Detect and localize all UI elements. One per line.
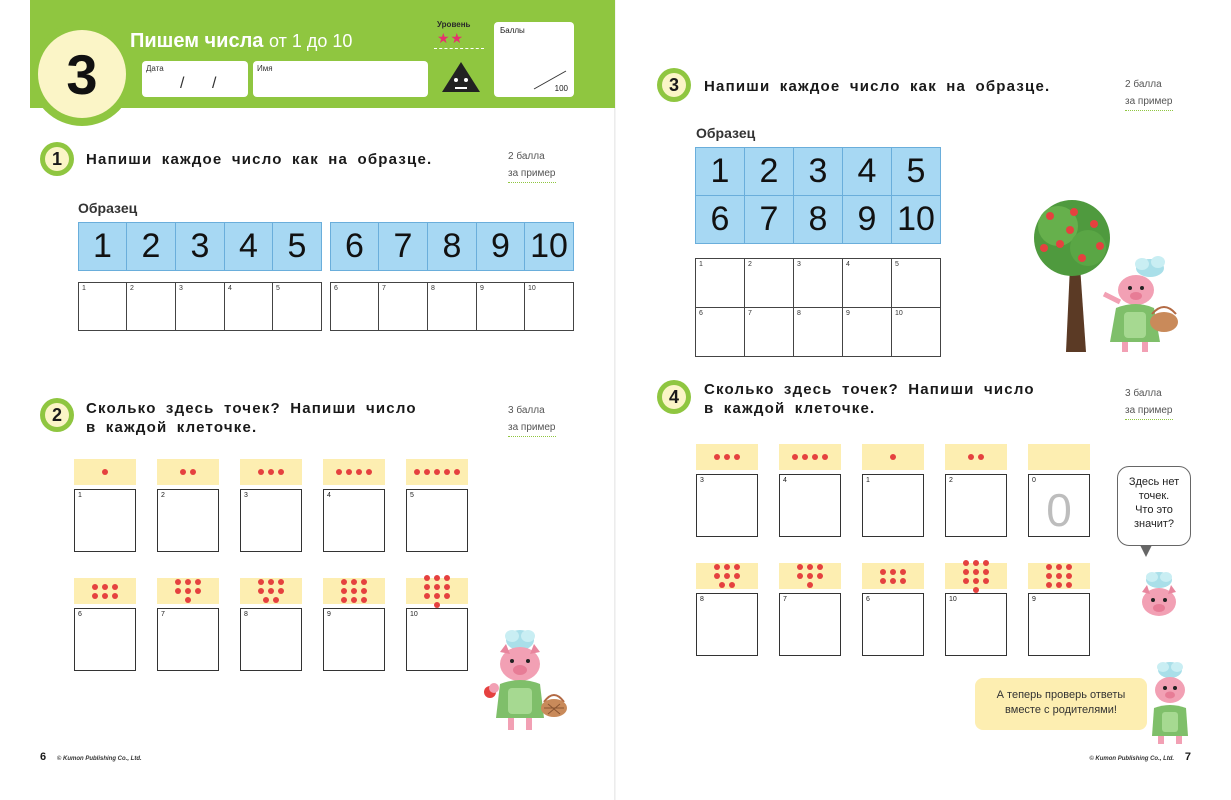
answer-box[interactable]: 7	[379, 283, 428, 330]
dot-count-cell	[779, 563, 841, 656]
red-dot	[1046, 573, 1052, 579]
red-dot	[802, 454, 808, 460]
dot-group	[862, 444, 924, 470]
dot-group	[406, 578, 468, 604]
red-dot	[351, 597, 357, 603]
red-dot	[444, 593, 450, 599]
answer-box[interactable]: 10	[525, 283, 573, 330]
red-dot	[724, 454, 730, 460]
red-dot	[983, 578, 989, 584]
left-page-number: 6	[40, 751, 47, 763]
dot-count-cell	[240, 578, 302, 671]
red-dot	[797, 564, 803, 570]
task-1-sample-1-5	[78, 222, 322, 271]
lesson-title	[130, 30, 352, 53]
answer-box[interactable]	[74, 608, 136, 671]
red-dot	[807, 573, 813, 579]
task-3-badge: 3	[657, 68, 691, 102]
red-dot	[180, 469, 186, 475]
red-dot	[195, 579, 201, 585]
red-dot	[361, 588, 367, 594]
red-dot	[351, 588, 357, 594]
task-1-sample-label: Образец	[78, 200, 138, 216]
task-1-instruction: Напиши каждое число как на образце.	[86, 151, 433, 168]
hint-speech-bubble: Здесь нет точек. Что это значит?	[1117, 466, 1191, 546]
red-dot	[983, 560, 989, 566]
answer-box[interactable]	[240, 489, 302, 552]
dot-count-cell	[1028, 563, 1090, 656]
red-dot	[268, 588, 274, 594]
red-dot	[1066, 564, 1072, 570]
red-dot	[807, 564, 813, 570]
answer-box[interactable]: 3	[176, 283, 225, 330]
red-dot	[434, 602, 440, 608]
red-dot	[278, 469, 284, 475]
dot-group	[157, 578, 219, 604]
answer-box[interactable]: 5	[273, 283, 321, 330]
red-dot	[1046, 582, 1052, 588]
red-dot	[424, 584, 430, 590]
date-label: Дата	[146, 64, 164, 73]
dot-count-cell	[157, 578, 219, 671]
right-copyright: © Kumon Publishing Co., Ltd.	[1089, 756, 1175, 762]
red-dot	[880, 569, 886, 575]
red-dot	[258, 588, 264, 594]
dot-group	[74, 578, 136, 604]
red-dot	[258, 579, 264, 585]
red-dot	[1046, 564, 1052, 570]
dot-count-cell	[157, 459, 219, 552]
answer-hint: 7	[783, 596, 787, 603]
sample-digit: 2	[127, 223, 176, 270]
speech-bubble-tail	[1140, 545, 1152, 557]
page-gutter	[614, 0, 616, 800]
answer-hint: 6	[78, 611, 82, 618]
sample-digit: 6	[696, 196, 745, 243]
red-dot	[190, 469, 196, 475]
dot-count-cell	[323, 459, 385, 552]
dot-count-cell	[406, 578, 468, 671]
dot-group	[696, 563, 758, 589]
dot-group	[945, 444, 1007, 470]
answer-hint: 4	[783, 477, 787, 484]
red-dot	[714, 454, 720, 460]
task-2-instruction: Сколько здесь точек? Напиши число в каждой клеточке.	[86, 400, 417, 436]
red-dot	[361, 579, 367, 585]
answer-box[interactable]	[945, 474, 1007, 537]
answer-hint: 1	[78, 492, 82, 499]
sample-digit: 1	[696, 148, 745, 196]
answer-box[interactable]: 8	[428, 283, 477, 330]
dot-count-cell	[1028, 444, 1090, 537]
answer-box[interactable]: 6	[331, 283, 379, 330]
date-field[interactable]	[142, 61, 248, 97]
dot-group	[406, 459, 468, 485]
answer-box[interactable]	[157, 608, 219, 671]
red-dot	[258, 469, 264, 475]
answer-box[interactable]	[696, 593, 758, 656]
sample-digit: 10	[897, 200, 935, 238]
answer-box[interactable]	[1028, 593, 1090, 656]
dot-count-cell	[74, 459, 136, 552]
red-dot	[112, 593, 118, 599]
answer-hint: 3	[244, 492, 248, 499]
red-dot	[434, 575, 440, 581]
answer-hint: 2	[949, 477, 953, 484]
sample-digit: 7	[745, 196, 794, 243]
sample-digit: 9	[843, 196, 892, 243]
red-dot	[900, 578, 906, 584]
answer-box[interactable]: 7	[745, 308, 794, 356]
answer-hint: 10	[410, 611, 418, 618]
answer-hint: 7	[161, 611, 165, 618]
red-dot	[424, 593, 430, 599]
answer-box[interactable]: 8	[794, 308, 843, 356]
score-label: Баллы	[500, 26, 525, 35]
red-dot	[185, 579, 191, 585]
dot-count-cell	[696, 444, 758, 537]
red-dot	[278, 579, 284, 585]
task-3-sample-grid	[695, 147, 941, 244]
answer-box[interactable]	[323, 608, 385, 671]
red-dot	[890, 578, 896, 584]
dot-group	[323, 459, 385, 485]
dot-group	[240, 459, 302, 485]
task-2-points: 3 балла за пример	[508, 402, 556, 437]
red-dot	[807, 582, 813, 588]
red-dot	[195, 588, 201, 594]
dot-group	[157, 459, 219, 485]
red-dot	[263, 597, 269, 603]
answer-box[interactable]: 2	[745, 259, 794, 308]
red-dot	[792, 454, 798, 460]
red-dot	[817, 564, 823, 570]
score-field[interactable]	[494, 22, 574, 97]
dot-group	[945, 563, 1007, 589]
dot-count-cell	[779, 444, 841, 537]
red-dot	[112, 584, 118, 590]
answer-box[interactable]	[862, 474, 924, 537]
red-dot	[973, 569, 979, 575]
task-2-badge: 2	[40, 398, 74, 432]
dot-group	[240, 578, 302, 604]
red-dot	[268, 579, 274, 585]
red-dot	[973, 560, 979, 566]
task-4-instruction: Сколько здесь точек? Напиши число в каждой клеточке.	[704, 381, 1035, 417]
red-dot	[963, 560, 969, 566]
red-dot	[336, 469, 342, 475]
sample-digit: 1	[79, 223, 127, 270]
red-dot	[434, 584, 440, 590]
red-dot	[424, 575, 430, 581]
red-dot	[102, 593, 108, 599]
red-dot	[729, 582, 735, 588]
sample-digit: 10	[530, 227, 568, 265]
answer-hint: 8	[700, 596, 704, 603]
task-3-points: 2 балла за пример	[1125, 76, 1173, 111]
answer-box[interactable]: 5	[892, 259, 940, 308]
red-dot	[434, 593, 440, 599]
red-dot	[278, 588, 284, 594]
red-dot	[1066, 573, 1072, 579]
red-dot	[444, 469, 450, 475]
sample-digit: 3	[176, 223, 225, 270]
answer-box[interactable]: 9	[843, 308, 892, 356]
sample-digit: 5	[892, 148, 940, 196]
red-dot	[454, 469, 460, 475]
answer-box[interactable]: 1	[79, 283, 127, 330]
red-dot	[973, 578, 979, 584]
dot-group	[696, 444, 758, 470]
answer-box[interactable]	[323, 489, 385, 552]
red-dot	[185, 588, 191, 594]
check-with-parents-note: А теперь проверь ответы вместе с родителями!	[975, 678, 1147, 730]
red-dot	[724, 573, 730, 579]
red-dot	[983, 569, 989, 575]
answer-box[interactable]: 3	[794, 259, 843, 308]
red-dot	[444, 575, 450, 581]
red-dot	[714, 573, 720, 579]
dot-group	[1028, 444, 1090, 470]
level-divider	[434, 48, 484, 49]
red-dot	[963, 569, 969, 575]
red-dot	[900, 569, 906, 575]
name-label: Имя	[257, 64, 273, 73]
answer-box[interactable]: 2	[127, 283, 176, 330]
red-dot	[1056, 564, 1062, 570]
level-label: Уровень	[437, 20, 471, 29]
red-dot	[973, 587, 979, 593]
sample-digit: 8	[794, 196, 843, 243]
answer-box[interactable]	[696, 474, 758, 537]
answer-hint: 5	[410, 492, 414, 499]
answer-box[interactable]	[406, 489, 468, 552]
sample-digit: 3	[794, 148, 843, 196]
right-footer	[1089, 751, 1191, 763]
answer-box[interactable]	[779, 474, 841, 537]
sample-digit: 4	[843, 148, 892, 196]
dot-count-cell	[74, 578, 136, 671]
red-dot	[185, 597, 191, 603]
task-3-instruction: Напиши каждое число как на образце.	[704, 78, 1051, 95]
answer-box[interactable]	[157, 489, 219, 552]
dot-group	[862, 563, 924, 589]
answer-box[interactable]: 4	[843, 259, 892, 308]
dot-count-cell	[862, 563, 924, 656]
red-dot	[361, 597, 367, 603]
dot-count-cell	[240, 459, 302, 552]
right-page-number: 7	[1184, 751, 1191, 763]
red-dot	[724, 564, 730, 570]
answer-box[interactable]: 1	[696, 259, 745, 308]
task-1-answers-6-10	[330, 282, 574, 331]
sample-digit: 9	[477, 223, 525, 270]
red-dot	[341, 597, 347, 603]
pig-chef-illustration	[478, 628, 578, 736]
task-1-badge: 1	[40, 142, 74, 176]
red-dot	[356, 469, 362, 475]
answer-box[interactable]: 10	[892, 308, 940, 356]
red-dot	[92, 584, 98, 590]
lesson-number: 3	[38, 30, 126, 118]
answer-box[interactable]	[406, 608, 468, 671]
left-footer	[40, 751, 142, 763]
name-field[interactable]	[253, 61, 428, 97]
answer-hint: 10	[949, 596, 957, 603]
lesson-title-main: Пишем числа	[130, 30, 264, 52]
task-4-points: 3 балла за пример	[1125, 385, 1173, 420]
red-dot	[414, 469, 420, 475]
red-dot	[92, 593, 98, 599]
triangle-rating-icon	[440, 60, 482, 94]
red-dot	[880, 578, 886, 584]
red-dot	[734, 573, 740, 579]
red-dot	[444, 584, 450, 590]
red-dot	[102, 584, 108, 590]
task-4-badge: 4	[657, 380, 691, 414]
red-dot	[817, 573, 823, 579]
left-copyright: © Kumon Publishing Co., Ltd.	[56, 756, 142, 762]
red-dot	[1056, 582, 1062, 588]
dot-group	[779, 444, 841, 470]
apple-tree-pig-illustration	[1030, 196, 1200, 356]
answer-hint: 1	[866, 477, 870, 484]
answer-hint: 3	[700, 477, 704, 484]
answer-hint: 9	[327, 611, 331, 618]
red-dot	[1056, 573, 1062, 579]
red-dot	[366, 469, 372, 475]
answer-box[interactable]: 6	[696, 308, 745, 356]
red-dot	[341, 588, 347, 594]
dot-count-cell	[945, 563, 1007, 656]
red-dot	[341, 579, 347, 585]
task-1-sample-6-10	[330, 222, 574, 271]
task-1-points: 2 балла за пример	[508, 148, 556, 183]
task-1-answers-1-5	[78, 282, 322, 331]
level-stars: ★★	[437, 30, 465, 46]
red-dot	[797, 573, 803, 579]
answer-box[interactable]	[945, 593, 1007, 656]
red-dot	[890, 454, 896, 460]
red-dot	[822, 454, 828, 460]
pig-teacher-illustration	[1144, 660, 1196, 744]
lesson-title-range: от 1 до 10	[268, 31, 353, 51]
answer-box[interactable]	[1028, 474, 1090, 537]
answer-box[interactable]: 9	[477, 283, 525, 330]
answer-hint: 0	[1032, 477, 1036, 484]
red-dot	[1066, 582, 1072, 588]
task-3-answer-grid	[695, 258, 941, 357]
answer-box[interactable]	[74, 489, 136, 552]
answer-hint: 4	[327, 492, 331, 499]
answer-hint: 8	[244, 611, 248, 618]
sample-digit: 7	[379, 223, 428, 270]
date-slash: /	[180, 75, 185, 92]
dot-group	[74, 459, 136, 485]
task-3-sample-label: Образец	[696, 125, 756, 141]
answer-hint: 6	[866, 596, 870, 603]
sample-digit: 4	[225, 223, 273, 270]
answer-box[interactable]	[779, 593, 841, 656]
dot-group	[323, 578, 385, 604]
dot-count-cell	[696, 563, 758, 656]
sample-digit: 8	[428, 223, 477, 270]
red-dot	[424, 469, 430, 475]
red-dot	[714, 564, 720, 570]
red-dot	[268, 469, 274, 475]
dot-group	[1028, 563, 1090, 589]
answer-box[interactable]: 4	[225, 283, 273, 330]
answer-box[interactable]	[240, 608, 302, 671]
red-dot	[734, 564, 740, 570]
dot-count-cell	[862, 444, 924, 537]
sample-answer: 0	[1046, 484, 1072, 536]
red-dot	[812, 454, 818, 460]
answer-hint: 9	[1032, 596, 1036, 603]
sample-digit: 6	[331, 223, 379, 270]
answer-hint: 2	[161, 492, 165, 499]
red-dot	[434, 469, 440, 475]
sample-digit: 2	[745, 148, 794, 196]
dot-count-cell	[406, 459, 468, 552]
red-dot	[734, 454, 740, 460]
red-dot	[978, 454, 984, 460]
red-dot	[102, 469, 108, 475]
red-dot	[175, 579, 181, 585]
dot-count-cell	[323, 578, 385, 671]
dot-group	[779, 563, 841, 589]
red-dot	[273, 597, 279, 603]
score-max: 100	[554, 84, 568, 93]
dot-count-cell	[945, 444, 1007, 537]
red-dot	[175, 588, 181, 594]
red-dot	[963, 578, 969, 584]
red-dot	[968, 454, 974, 460]
red-dot	[346, 469, 352, 475]
red-dot	[351, 579, 357, 585]
date-slash: /	[212, 75, 217, 92]
red-dot	[719, 582, 725, 588]
sample-digit: 5	[287, 227, 307, 265]
answer-box[interactable]	[862, 593, 924, 656]
pig-head-illustration	[1134, 570, 1184, 620]
red-dot	[890, 569, 896, 575]
